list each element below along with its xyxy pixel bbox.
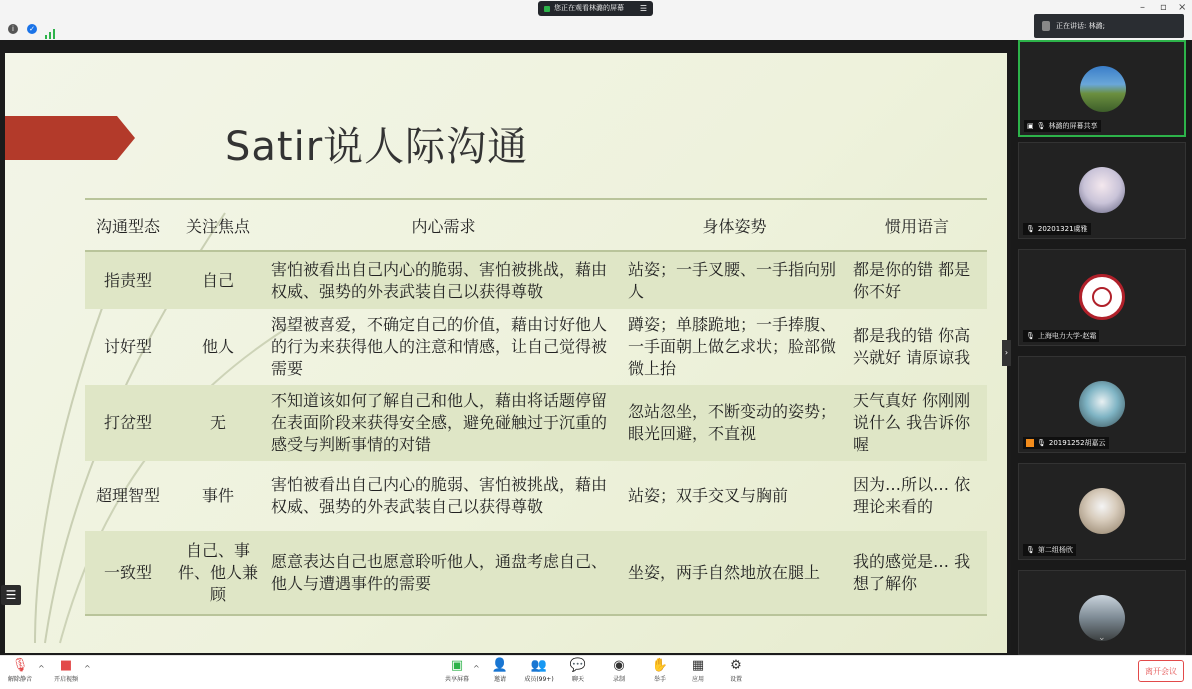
slide-title: Satir说人际沟通 <box>225 124 529 170</box>
presentation-slide <box>5 53 1007 653</box>
raise-hand-icon: ✋ <box>651 658 669 673</box>
invite-button[interactable] <box>480 658 520 683</box>
table-row <box>85 385 987 461</box>
raise-hand-label: 举手 <box>653 676 666 683</box>
cell-type: 打岔型 <box>85 385 171 461</box>
invite-label: 邀请 <box>493 676 506 683</box>
cell-posture: 站姿；一手叉腰、一手指向别人 <box>622 251 847 309</box>
cell-focus: 自己、事件、他人兼顾 <box>171 531 265 615</box>
signal-bars-icon[interactable] <box>45 24 57 34</box>
header-focus: 关注焦点 <box>171 199 265 251</box>
viewing-screen-text: 您正在观看林潞的屏幕 <box>554 4 624 12</box>
cell-need: 害怕被看出自己内心的脆弱、害怕被挑战，藉由权威、强势的外表武装自己以获得尊敬 <box>265 251 622 309</box>
avatar <box>1080 66 1126 112</box>
leave-meeting-button[interactable]: 离开会议 <box>1138 660 1184 682</box>
cell-language: 都是我的错 你高兴就好 请原谅我 <box>853 326 971 367</box>
viewing-screen-banner[interactable] <box>538 1 653 16</box>
cell-posture: 坐姿，两手自然地放在腿上 <box>622 531 847 615</box>
video-options-chevron-icon[interactable]: ^ <box>84 664 91 673</box>
apps-grid-icon: ▦ <box>691 658 705 673</box>
cell-language: 天气真好 你刚刚说什么 我告诉你喔 <box>847 385 987 461</box>
university-logo-avatar <box>1079 274 1125 320</box>
members-label: 成员(99+) <box>524 676 554 683</box>
cell-type: 一致型 <box>85 531 171 615</box>
participant-name: 20191252胡嘉云 <box>1048 439 1106 447</box>
cell-focus: 无 <box>171 385 265 461</box>
participant-tile[interactable] <box>1018 40 1186 137</box>
participant-label <box>1023 544 1076 556</box>
participant-name: 上海电力大学-赵霜 <box>1037 332 1097 340</box>
participant-tile[interactable] <box>1018 249 1186 346</box>
speaking-text: 正在讲话: 林潞; <box>1056 22 1105 30</box>
participant-tile[interactable] <box>1018 356 1186 453</box>
header-posture: 身体姿势 <box>622 199 847 251</box>
start-video-button[interactable] <box>46 658 86 683</box>
cell-language: 都是你的错 都是你不好 <box>847 251 987 309</box>
info-bar <box>0 18 1192 40</box>
cell-type: 超理智型 <box>95 486 160 505</box>
cell-focus: 他人 <box>201 337 234 356</box>
participant-tile[interactable] <box>1018 463 1186 560</box>
start-video-label: 开启视频 <box>53 676 78 683</box>
chat-button[interactable] <box>558 658 598 683</box>
header-need: 内心需求 <box>265 199 622 251</box>
cell-posture: 忽站忽坐，不断变动的姿势；眼光回避，不直视 <box>622 385 847 461</box>
audio-options-chevron-icon[interactable]: ^ <box>38 664 45 673</box>
settings-button[interactable] <box>716 658 756 683</box>
share-indicator-icon <box>544 6 550 12</box>
mic-muted-icon: 🎙 <box>1026 332 1035 340</box>
participant-label <box>1023 223 1091 235</box>
avatar <box>1079 488 1125 534</box>
cell-posture: 蹲姿；单膝跪地；一手捧腹、一手面朝上做乞求状；脸部微微上抬 <box>628 315 837 378</box>
user-badge-icon <box>1026 439 1034 447</box>
header-language: 惯用语言 <box>847 199 987 251</box>
cell-need: 害怕被看出自己内心的脆弱、害怕被挑战，藉由权威、强势的外表武装自己以获得尊敬 <box>271 475 608 516</box>
participant-label <box>1024 120 1101 132</box>
participant-name: 20201321虞雅 <box>1037 225 1088 233</box>
members-button[interactable] <box>519 658 559 683</box>
cell-need: 不知道该如何了解自己和他人，藉由将话题停留在表面阶段来获得安全感，避免碰触过于沉重的感受与判断事情的对错 <box>265 385 622 461</box>
participant-name: 林潞的屏幕共享 <box>1048 122 1098 130</box>
cell-language: 因为…所以… 依理论来看的 <box>853 475 971 516</box>
restore-icon[interactable]: ▫ <box>1160 2 1167 13</box>
cell-need: 渴望被喜爱，不确定自己的价值，藉由讨好他人的行为来获得他人的注意和情感，让自己觉得被需要 <box>271 315 608 378</box>
video-off-icon: ■ <box>59 658 73 673</box>
avatar <box>1079 381 1125 427</box>
security-shield-icon[interactable]: ✓ <box>27 24 37 34</box>
participant-label <box>1023 330 1099 342</box>
mic-muted-icon: 🎙 <box>1037 439 1046 447</box>
apps-label: 应用 <box>691 676 704 683</box>
mic-icon: 🎙 <box>1036 122 1046 130</box>
gear-icon: ⚙ <box>730 658 742 673</box>
cell-language: 我的感觉是… 我想了解你 <box>847 531 987 615</box>
unmute-button[interactable] <box>0 658 40 683</box>
table-header-row <box>85 199 987 251</box>
mic-off-icon: 🎙 <box>11 658 29 673</box>
menu-icon[interactable]: ☰ <box>639 4 647 13</box>
record-button[interactable] <box>599 658 639 683</box>
cell-focus: 自己 <box>171 251 265 309</box>
collapse-panel-icon[interactable]: › <box>1002 340 1011 366</box>
table-row <box>85 309 987 385</box>
table-row <box>85 461 987 531</box>
record-label: 录制 <box>612 676 625 683</box>
cell-type: 指责型 <box>85 251 171 309</box>
participant-label <box>1023 437 1109 449</box>
record-icon: ◉ <box>613 658 625 673</box>
title-arrow-shape <box>5 116 135 160</box>
scroll-down-icon[interactable]: ⌄ <box>1098 633 1106 643</box>
speaking-indicator <box>1034 14 1184 38</box>
minimize-icon[interactable]: – <box>1140 2 1145 13</box>
communication-types-table <box>85 198 987 616</box>
mic-muted-icon: 🎙 <box>1026 546 1035 554</box>
chat-icon: 💬 <box>569 658 587 673</box>
cell-type: 讨好型 <box>103 337 152 356</box>
share-screen-label: 共享屏幕 <box>444 676 469 683</box>
chat-label: 聊天 <box>571 676 584 683</box>
participant-name: 第二组杨欣 <box>1037 546 1073 554</box>
slide-menu-icon[interactable]: ☰ <box>1 585 21 605</box>
apps-button[interactable] <box>678 658 718 683</box>
avatar <box>1079 167 1125 213</box>
unmute-label: 解除静音 <box>7 676 32 683</box>
mic-muted-icon: 🎙 <box>1026 225 1035 233</box>
members-icon: 👥 <box>530 658 548 673</box>
table-row <box>85 251 987 309</box>
raise-hand-button[interactable] <box>640 658 680 683</box>
info-icon[interactable]: i <box>8 24 18 34</box>
cell-posture: 站姿；双手交叉与胸前 <box>628 486 789 505</box>
table-row <box>85 531 987 615</box>
cell-focus: 事件 <box>201 486 234 505</box>
close-icon[interactable]: × <box>1178 2 1187 13</box>
settings-label: 设置 <box>729 676 742 683</box>
participant-tile[interactable] <box>1018 142 1186 239</box>
share-screen-icon: ▣ <box>450 658 464 673</box>
share-options-chevron-icon[interactable]: ^ <box>473 664 480 673</box>
speaker-avatar-icon <box>1042 21 1050 31</box>
header-type: 沟通型态 <box>85 199 171 251</box>
cell-need: 愿意表达自己也愿意聆听他人，通盘考虑自己、他人与遭遇事件的需要 <box>265 531 622 615</box>
share-screen-button[interactable] <box>437 658 477 683</box>
screen-share-icon: ▣ <box>1027 122 1034 130</box>
invite-icon: 👤 <box>491 658 509 673</box>
